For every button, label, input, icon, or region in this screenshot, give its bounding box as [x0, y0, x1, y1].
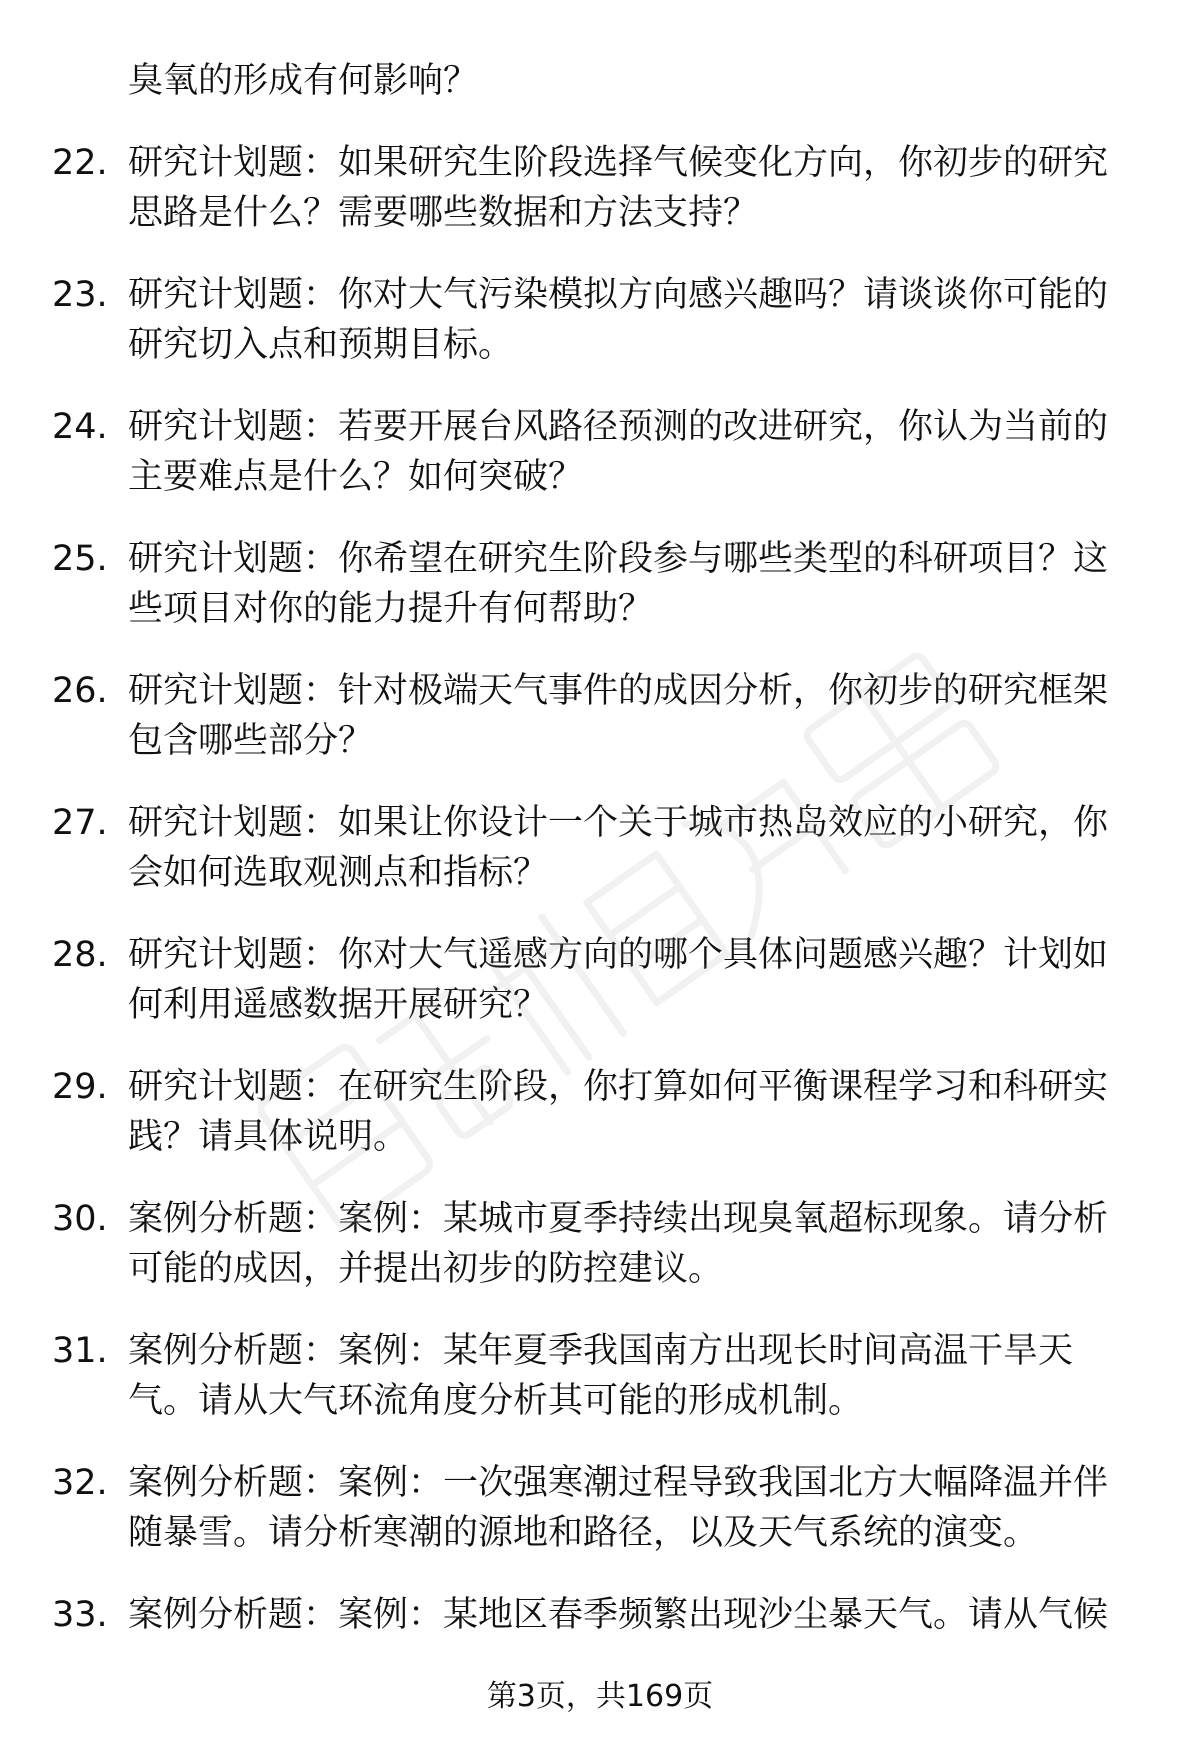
- question-item: [52, 798, 1142, 898]
- question-text: 研究计划题：在研究生阶段，你打算如何平衡课程学习和科研实践？请具体说明。: [128, 1067, 1109, 1157]
- question-text: 研究计划题：如果研究生阶段选择气候变化方向，你初步的研究思路是什么？需要哪些数据和方法支持？: [128, 143, 1109, 233]
- question-text: 案例分析题：案例：某年夏季我国南方出现长时间高温干旱天气。请从大气环流角度分析其可能的形成机制。: [128, 1331, 1074, 1421]
- question-number: 31.: [52, 1331, 108, 1371]
- question-number: 24.: [52, 407, 108, 447]
- question-text: 研究计划题：你对大气污染模拟方向感兴趣吗？请谈谈你可能的研究切入点和预期目标。: [128, 275, 1109, 365]
- question-number: 25.: [52, 539, 108, 579]
- question-number: 33.: [52, 1595, 108, 1635]
- question-item: [52, 1062, 1142, 1162]
- question-item: [52, 930, 1142, 1030]
- question-item: [52, 534, 1142, 634]
- question-number: 29.: [52, 1067, 108, 1107]
- question-item: [52, 138, 1142, 238]
- question-text: 案例分析题：案例：某地区春季频繁出现沙尘暴天气。请从气候: [128, 1595, 1109, 1635]
- question-item: [52, 402, 1142, 502]
- question-item: [52, 666, 1142, 766]
- question-number: 28.: [52, 935, 108, 975]
- question-item: [52, 1194, 1142, 1294]
- question-item: [52, 1326, 1142, 1426]
- question-list: [52, 138, 1142, 1722]
- question-text: 研究计划题：如果让你设计一个关于城市热岛效应的小研究，你会如何选取观测点和指标？: [128, 803, 1109, 893]
- page-footer: 第3页，共169页: [486, 1679, 714, 1714]
- question-text: 研究计划题：你希望在研究生阶段参与哪些类型的科研项目？这些项目对你的能力提升有何帮助？: [128, 539, 1109, 629]
- question-number: 26.: [52, 671, 108, 711]
- question-number: 32.: [52, 1463, 108, 1503]
- question-text: 案例分析题：案例：一次强寒潮过程导致我国北方大幅降温并伴随暴雪。请分析寒潮的源地和路径，以及天气系统的演变。: [128, 1463, 1109, 1553]
- question-number: 22.: [52, 143, 108, 183]
- question-text: 案例分析题：案例：某城市夏季持续出现臭氧超标现象。请分析可能的成因，并提出初步的防控建议。: [128, 1199, 1109, 1289]
- question-item: [52, 270, 1142, 370]
- question-text: 研究计划题：你对大气遥感方向的哪个具体问题感兴趣？计划如何利用遥感数据开展研究？: [128, 935, 1109, 1025]
- question-text: 研究计划题：针对极端天气事件的成因分析，你初步的研究框架包含哪些部分？: [128, 671, 1109, 761]
- question-number: 30.: [52, 1199, 108, 1239]
- continued-question-text: 臭氧的形成有何影响？: [128, 61, 479, 101]
- question-item: [52, 1590, 1142, 1690]
- question-text: 研究计划题：若要开展台风路径预测的改进研究，你认为当前的主要难点是什么？如何突破？: [128, 407, 1109, 497]
- question-item: [52, 1458, 1142, 1558]
- question-number: 27.: [52, 803, 108, 843]
- question-number: 23.: [52, 275, 108, 315]
